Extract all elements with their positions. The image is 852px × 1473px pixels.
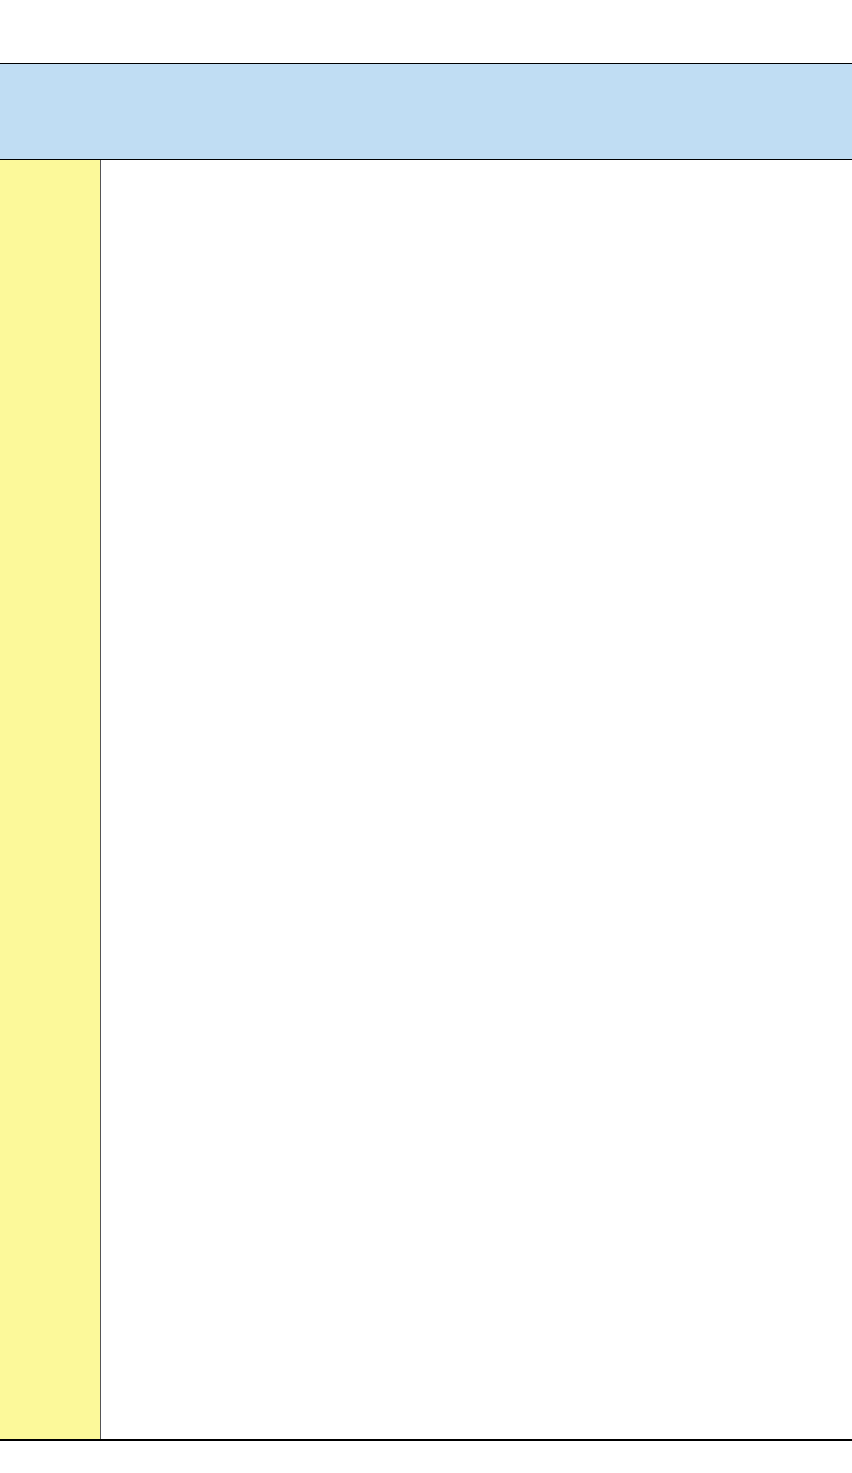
region-column-divider — [100, 160, 101, 1439]
table-bottom-rule — [0, 1439, 852, 1441]
region-column-bg — [0, 160, 100, 1439]
table-header — [0, 64, 852, 160]
header-bottom-rule — [0, 159, 852, 160]
